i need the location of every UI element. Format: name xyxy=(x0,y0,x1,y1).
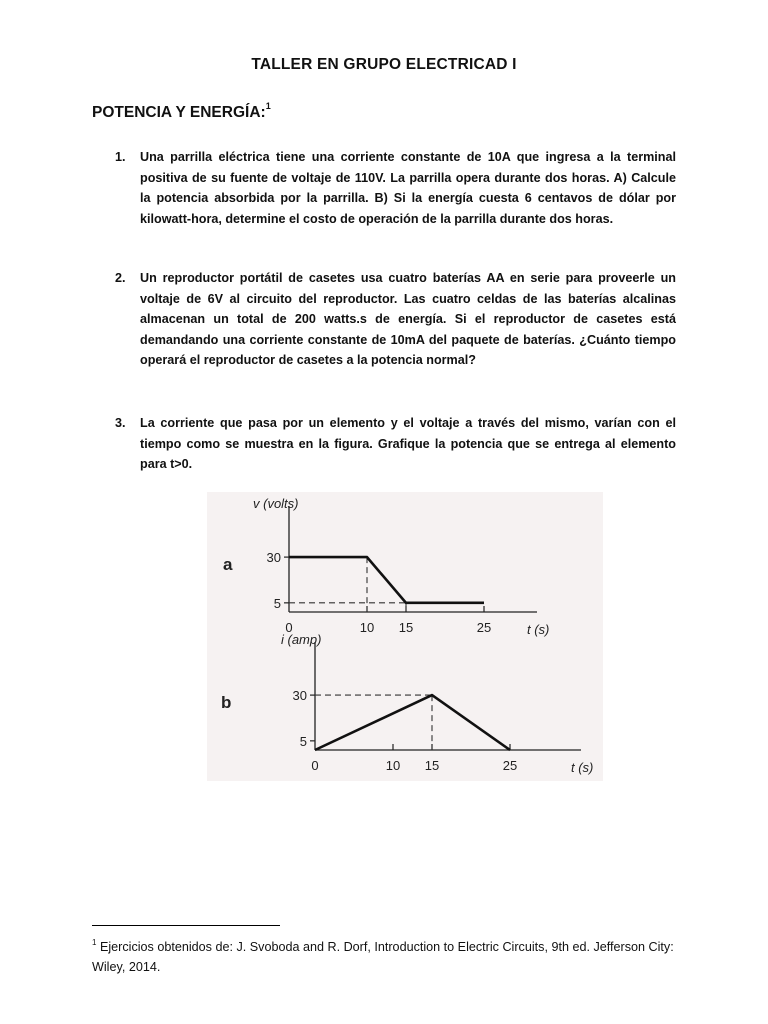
y-tick-label: 30 xyxy=(266,550,281,566)
y-tick-label: 30 xyxy=(292,688,307,704)
question-number: 1. xyxy=(115,150,126,164)
section-heading xyxy=(92,103,271,122)
question-number: 2. xyxy=(115,271,126,285)
y-axis-label: i (amp) xyxy=(281,632,322,647)
panel-label: b xyxy=(221,693,232,712)
x-tick-label: 0 xyxy=(285,620,293,635)
y-tick-label: 5 xyxy=(299,733,307,749)
x-axis-label: t (s) xyxy=(571,760,594,775)
panel-label: a xyxy=(223,555,233,574)
y-axis-label: v (volts) xyxy=(253,496,299,511)
x-tick-label: 0 xyxy=(311,758,319,773)
series-line xyxy=(289,557,484,603)
figure-graphs xyxy=(207,492,603,781)
footnote-text: Ejercicios obtenidos de: J. Svoboda and R. Dorf, Introduction to Electric Circuits, 9th ed. Jefferson City: Wiley, 2014. xyxy=(92,940,674,975)
y-tick-label: 5 xyxy=(273,595,281,611)
question-1 xyxy=(115,147,676,229)
question-2 xyxy=(115,268,676,371)
x-tick-label: 25 xyxy=(476,620,492,635)
x-tick-label: 15 xyxy=(424,758,440,773)
question-text: Un reproductor portátil de casetes usa cuatro baterías AA en serie para proveerle un voltaje de 6V al circuito del reproductor. Las cuatro celdas de las baterías alcalinas almacenan un total de 200 watts.s de energía. Si el reproductor de casetes está demandando una corriente constante de 10mA del paquete de baterías. ¿Cuánto tiempo operará el reproductor de casetes a la potencia normal? xyxy=(140,271,676,368)
question-number: 3. xyxy=(115,416,126,430)
x-tick-label: 15 xyxy=(398,620,414,635)
footnote xyxy=(92,934,682,977)
question-text: La corriente que pasa por un elemento y el voltaje a través del mismo, varían con el tiempo como se muestra en la figura. Grafique la potencia que se entrega al elemento para t>0. xyxy=(140,416,676,472)
footnote-marker: 1 xyxy=(92,938,97,947)
document-title: TALLER EN GRUPO ELECTRICAD I xyxy=(251,56,517,73)
x-axis-label: t (s) xyxy=(527,622,550,637)
x-tick-label: 10 xyxy=(385,758,401,773)
footnote-separator xyxy=(92,925,280,926)
x-tick-label: 25 xyxy=(502,758,518,773)
section-heading-text: POTENCIA Y ENERGÍA: xyxy=(92,104,266,122)
question-text: Una parrilla eléctrica tiene una corriente constante de 10A que ingresa a la terminal positiva de su fuente de voltaje de 110V. La parrilla opera durante dos horas. A) Calcule la potencia absorbida por la parrilla. B) Si la energía cuesta 6 centavos de dólar por kilowatt-hora, determine el costo de operación de la parrilla durante dos horas. xyxy=(140,150,676,226)
series-line xyxy=(315,695,510,750)
question-3 xyxy=(115,413,676,475)
x-tick-label: 10 xyxy=(359,620,375,635)
footnote-reference: 1 xyxy=(265,101,271,111)
voltage-current-figure xyxy=(207,492,603,781)
